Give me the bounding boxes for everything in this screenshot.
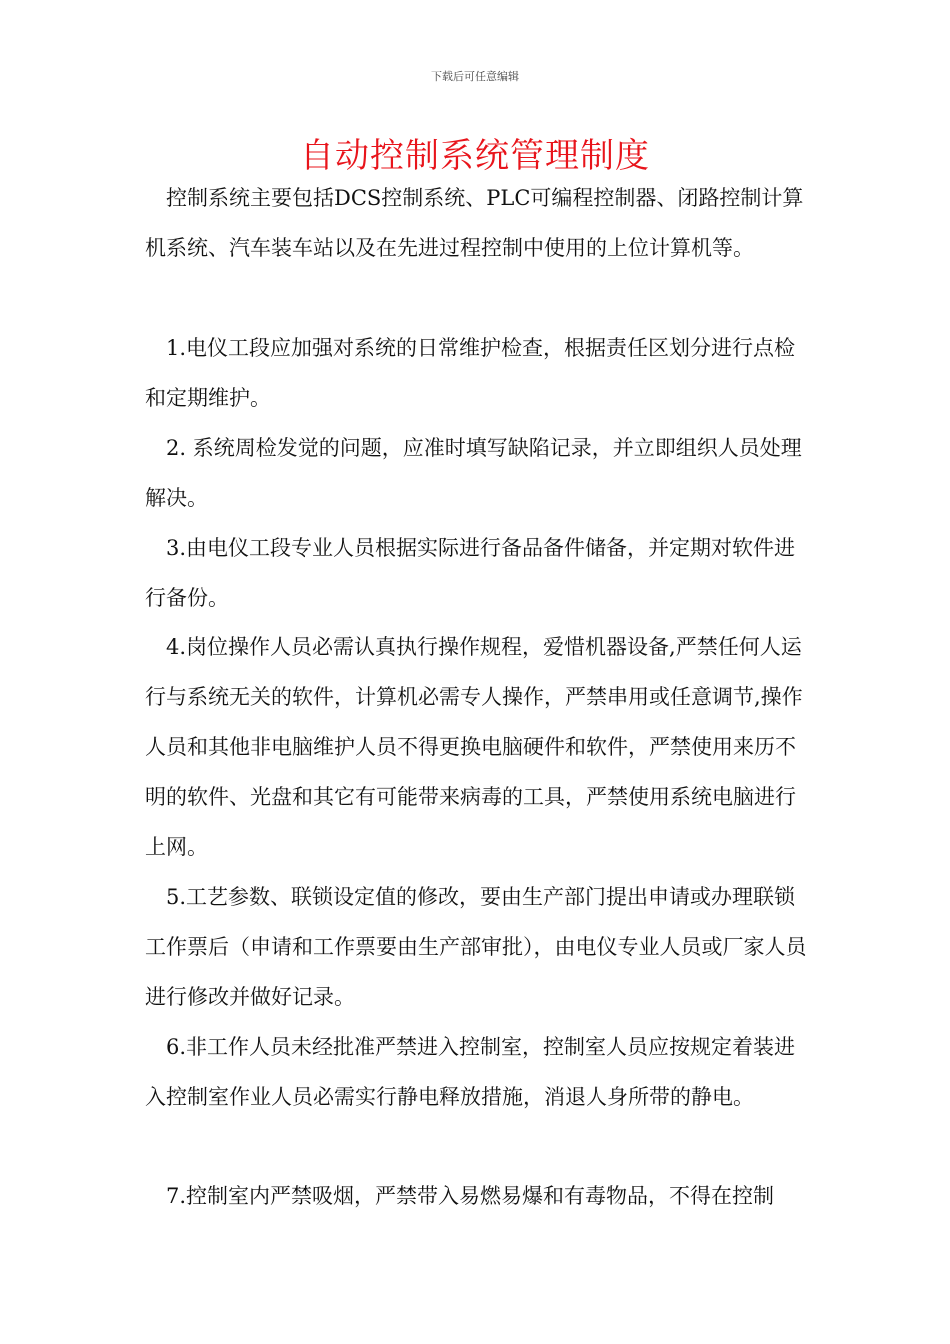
page-header: 下载后可任意编辑 — [431, 70, 519, 83]
rule-1: 1.电仪工段应加强对系统的日常维护检查，根据责任区划分进行点检和定期维护。 — [145, 336, 796, 410]
rule-3: 3.由电仪工段专业人员根据实际进行备品备件储备，并定期对软件进行备份。 — [145, 536, 796, 610]
rule-4: 4.岗位操作人员必需认真执行操作规程，爱惜机器设备,严禁任何人运行与系统无关的软件，计算机必需专人操作，严禁串用或任意调节,操作人员和其他非电脑维护人员不得更换电脑硬件和软件，严禁使用来历不明的软件、光盘和其它有可能带来病毒的工具，严禁使用系统电脑进行上网。 — [145, 635, 803, 859]
rule-2: 2. 系统周检发觉的问题，应准时填写缺陷记录，并立即组织人员处理解决。 — [145, 436, 802, 510]
rule-7: 7.控制室内严禁吸烟，严禁带入易燃易爆和有毒物品，不得在控制 — [166, 1184, 775, 1208]
rule-5: 5.工艺参数、联锁设定值的修改，要由生产部门提出申请或办理联锁工作票后（申请和工作票要由生产部审批），由电仪专业人员或厂家人员进行修改并做好记录。 — [145, 885, 807, 1009]
intro-paragraph: 控制系统主要包括DCS控制系统、PLC可编程控制器、闭路控制计算机系统、汽车装车站以及在先进过程控制中使用的上位计算机等。 — [145, 186, 804, 260]
document-title: 自动控制系统管理制度 — [300, 136, 650, 176]
rule-6: 6.非工作人员未经批准严禁进入控制室，控制室人员应按规定着装进入控制室作业人员必需实行静电释放措施，消退人身所带的静电。 — [145, 1035, 796, 1109]
